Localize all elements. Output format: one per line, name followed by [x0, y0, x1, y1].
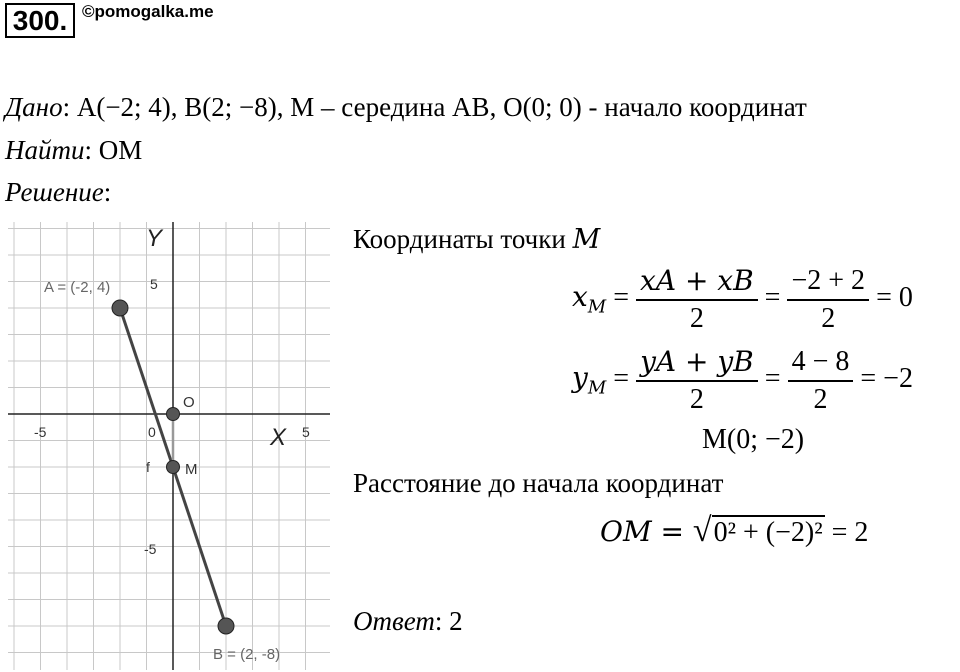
distance-title: Расстояние до начала координат — [353, 468, 724, 498]
om-result: = 2 — [824, 517, 869, 548]
ym-frac-1 — [636, 345, 758, 416]
tick-label-y-5: 5 — [150, 276, 158, 292]
sqrt-sign: √ — [692, 512, 712, 549]
tick-label-y-minus-5: -5 — [144, 541, 157, 557]
point-b-label: B = (2, -8) — [213, 646, 281, 663]
coords-title-var: M — [572, 224, 601, 255]
point-a — [112, 300, 128, 316]
ym-result: = −2 — [860, 362, 913, 394]
find-text: : OM — [84, 135, 143, 165]
ym-num: yA + yB — [636, 345, 758, 382]
ym-den2: 2 — [813, 383, 828, 415]
ym-den: 2 — [689, 384, 704, 415]
point-a-label: A = (-2, 4) — [44, 279, 111, 296]
coords-title-text: Координаты точки — [353, 224, 573, 254]
om-radicand: 0² + (−2)² — [713, 517, 823, 548]
point-m — [167, 461, 180, 474]
given-text: : A(−2; 4), B(2; −8), M – середина AB, O(0; 0) - начало координат — [62, 92, 807, 122]
answer-text: : 2 — [434, 606, 463, 636]
xm-result: = 0 — [876, 281, 913, 313]
solution-colon: : — [103, 177, 112, 207]
ym-frac-2 — [788, 346, 854, 416]
coords-title — [353, 224, 600, 255]
coordinate-graph — [8, 222, 330, 670]
tick-label-x-5: 5 — [302, 424, 310, 440]
solution-label: Решение — [5, 177, 104, 207]
point-b — [218, 618, 234, 634]
site-watermark: ©pomogalka.me — [82, 2, 214, 21]
given-line — [5, 92, 807, 123]
point-m-label: M — [185, 461, 198, 478]
find-line — [5, 135, 142, 166]
ym-formula: $y_M$ = $\frac{yA + yB}{2}$ = $\frac{4 - 8}{2}$ = −2 — [572, 345, 913, 415]
point-o — [167, 408, 180, 421]
given-label: Дано — [5, 92, 63, 122]
problem-number: 300. — [5, 3, 75, 38]
ym-sub: M — [587, 377, 607, 399]
xm-frac-1 — [636, 264, 758, 335]
segment-f-label: f — [146, 459, 150, 475]
xm-lhs: x — [572, 279, 588, 313]
xm-formula: $x_M$ = $\frac{xA + xB}{2}$ = $\frac{-2 + 2}{2}$ = 0 — [572, 264, 913, 334]
tick-label-origin: 0 — [148, 424, 156, 440]
answer-line — [353, 606, 463, 637]
xm-frac-2 — [787, 265, 869, 335]
xm-den: 2 — [689, 303, 704, 334]
answer-label: Ответ — [353, 606, 435, 636]
xm-num2: −2 + 2 — [787, 265, 869, 301]
solution-line — [5, 177, 111, 208]
x-axis-label: X — [270, 424, 287, 451]
y-axis-label: Y — [146, 225, 163, 252]
ym-lhs: y — [572, 360, 588, 394]
ym-num2: 4 − 8 — [788, 346, 854, 382]
xm-sub: M — [587, 296, 607, 318]
xm-num: xA + xB — [636, 264, 758, 301]
om-formula — [600, 512, 868, 550]
tick-label-x-minus-5: -5 — [34, 424, 47, 440]
xm-den2: 2 — [821, 302, 836, 334]
m-point: M(0; −2) — [702, 424, 805, 455]
point-o-label: O — [183, 394, 195, 411]
find-label: Найти — [5, 135, 85, 165]
om-lhs: OM = — [600, 515, 693, 548]
